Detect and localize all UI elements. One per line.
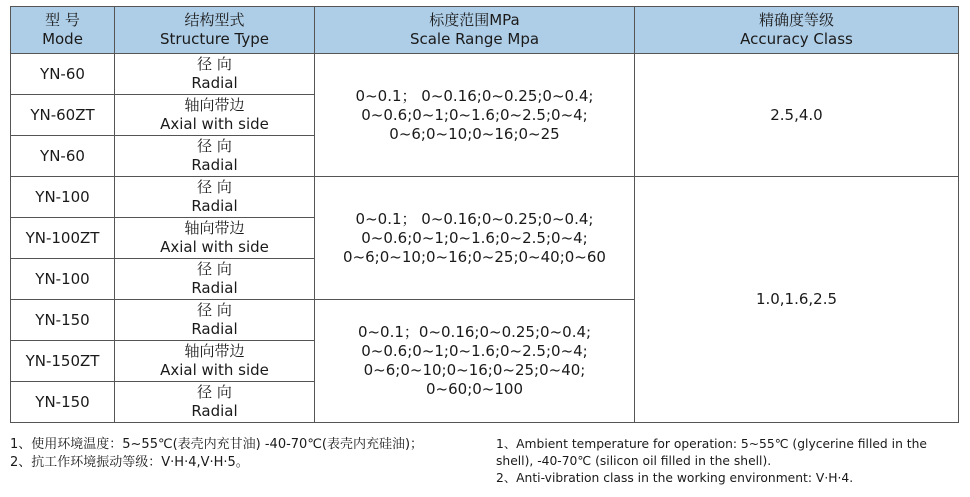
header-accuracy: 精确度等级 Accuracy Class (635, 7, 959, 54)
structure-cell: 轴向带边 Axial with side (115, 341, 315, 382)
model-cell: YN-100ZT (11, 218, 115, 259)
structure-cell: 轴向带边 Axial with side (115, 95, 315, 136)
accuracy-cell: 2.5,4.0 (635, 54, 959, 177)
note-item: 2、Anti-vibration class in the working environment: V·H·4. (496, 471, 854, 485)
header-model: 型 号 Mode (11, 7, 115, 54)
model-cell: YN-150ZT (11, 341, 115, 382)
structure-cell: 径 向 Radial (115, 177, 315, 218)
model-cell: YN-150 (11, 382, 115, 423)
model-cell: YN-100 (11, 177, 115, 218)
range-cell: 0~0.1；0~0.16;0~0.25;0~0.4; 0~0.6;0~1;0~1.6;0~2.5;0~4; 0~6;0~10;0~16;0~25;0~40; 0~60;0~100 (315, 300, 635, 423)
note-item: 2、抗工作环境振动等级：V·H·4,V·H·5。 (10, 455, 249, 470)
header-structure: 结构型式 Structure Type (115, 7, 315, 54)
structure-cell: 径 向 Radial (115, 300, 315, 341)
model-cell: YN-60ZT (11, 95, 115, 136)
table-row (11, 177, 959, 218)
structure-cell: 径 向 Radial (115, 136, 315, 177)
spec-table (10, 6, 959, 423)
range-cell: 0~0.1； 0~0.16;0~0.25;0~0.4; 0~0.6;0~1;0~1.6;0~2.5;0~4; 0~6;0~10;0~16;0~25 (315, 54, 635, 177)
notes-english (496, 436, 966, 487)
model-cell: YN-60 (11, 136, 115, 177)
table-header-row (11, 7, 959, 54)
table-row (11, 54, 959, 95)
header-range: 标度范围MPa Scale Range Mpa (315, 7, 635, 54)
accuracy-cell: 1.0,1.6,2.5 (635, 177, 959, 423)
structure-cell: 轴向带边 Axial with side (115, 218, 315, 259)
note-item: 1、Ambient temperature for operation: 5~55℃ (glycerine filled in the shell), -40-70℃ (silicon oil filled in the shell). (496, 437, 927, 468)
structure-cell: 径 向 Radial (115, 382, 315, 423)
structure-cell: 径 向 Radial (115, 54, 315, 95)
note-item: 1、使用环境温度：5~55℃(表壳内充甘油) -40-70℃(表壳内充硅油)； (10, 437, 424, 452)
model-cell: YN-150 (11, 300, 115, 341)
range-cell: 0~0.1； 0~0.16;0~0.25;0~0.4; 0~0.6;0~1;0~1.6;0~2.5;0~4; 0~6;0~10;0~16;0~25;0~40;0~60 (315, 177, 635, 300)
notes-chinese (10, 436, 470, 472)
model-cell: YN-60 (11, 54, 115, 95)
structure-cell: 径 向 Radial (115, 259, 315, 300)
model-cell: YN-100 (11, 259, 115, 300)
